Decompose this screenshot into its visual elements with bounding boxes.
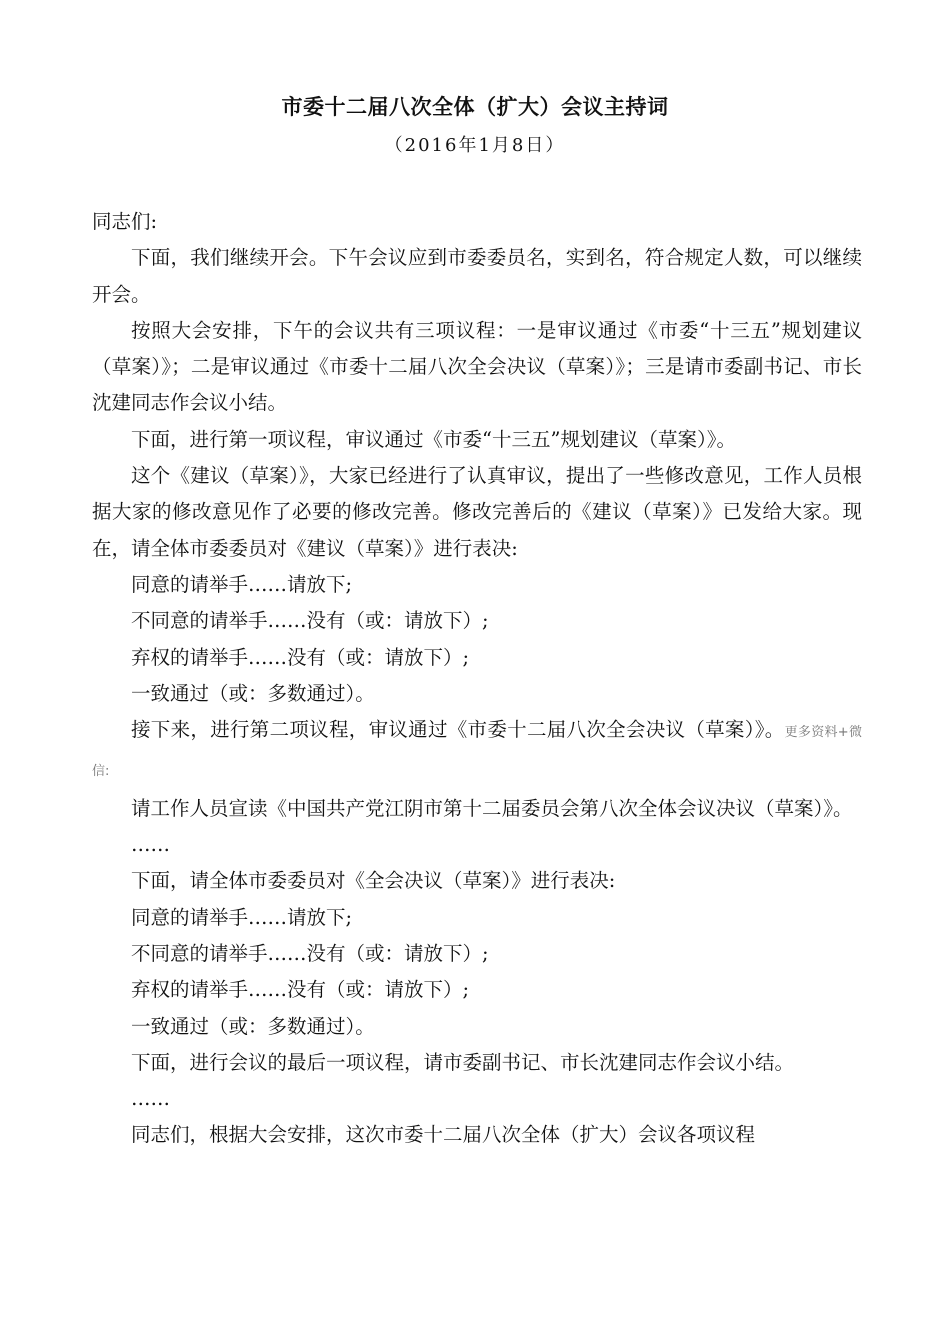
paragraph-closing: 同志们，根据大会安排，这次市委十二届八次全体（扩大）会议各项议程 [131, 1123, 756, 1147]
paragraph-read-resolution: 请工作人员宣读《中国共产党江阴市第十二届委员会第八次全体会议决议（草案）》。 [131, 796, 853, 820]
vote2-abstain: 弃权的请举手……没有（或：请放下）; [131, 978, 470, 1002]
paragraph-second-item-text: 接下来，进行第二项议程，审议通过《市委十二届八次全会决议（草案）》。 [131, 718, 785, 742]
paragraph-final-item: 下面，进行会议的最后一项议程，请市委副书记、市长沈建同志作会议小结。 [131, 1050, 795, 1074]
vote2-result: 一致通过（或：多数通过）。 [131, 1014, 375, 1038]
vote2-agree: 同意的请举手……请放下; [131, 905, 353, 929]
paragraph-first-item: 下面，进行第一项议程，审议通过《市委“十三五”规划建议（草案）》。 [131, 427, 736, 451]
vote2-disagree: 不同意的请举手……没有（或：请放下）; [131, 941, 489, 965]
document-body [92, 204, 862, 1154]
document-date: （2016年1月8日） [384, 135, 566, 156]
vote1-result: 一致通过（或：多数通过）。 [131, 681, 375, 705]
paragraph-second-item [92, 712, 862, 791]
paragraph-agenda: 按照大会安排，下午的会议共有三项议程：一是审议通过《市委“十三五”规划建议（草案）》；二是审议通过《市委十二届八次全会决议（草案）》；三是请市委副书记、市长沈建同志作会议小结。 [92, 318, 862, 415]
salutation: 同志们: [92, 210, 158, 233]
vote1-agree: 同意的请举手……请放下; [131, 572, 353, 596]
document-title: 市委十二届八次全体（扩大）会议主持词 [281, 94, 669, 119]
paragraph-resolution-vote-intro: 下面，请全体市委委员对《全会决议（草案）》进行表决: [131, 869, 616, 893]
ellipsis-1: …… [131, 833, 170, 857]
paragraph-attendance: 下面，我们继续开会。下午会议应到市委委员名，实到名，符合规定人数，可以继续开会。 [92, 246, 862, 306]
paragraph-proposal-vote-intro: 这个《建议（草案）》，大家已经进行了认真审议，提出了一些修改意见，工作人员根据大家的修改意见作了必要的修改完善。修改完善后的《建议（草案）》已发给大家。现在，请全体市委委员对《建议（草案）》进行表决: [92, 464, 862, 560]
ellipsis-2: …… [131, 1087, 170, 1111]
promo-note: 更多资料+微信: [92, 725, 862, 780]
vote1-abstain: 弃权的请举手……没有（或：请放下）; [131, 645, 470, 669]
vote1-disagree: 不同意的请举手……没有（或：请放下）; [131, 609, 489, 633]
